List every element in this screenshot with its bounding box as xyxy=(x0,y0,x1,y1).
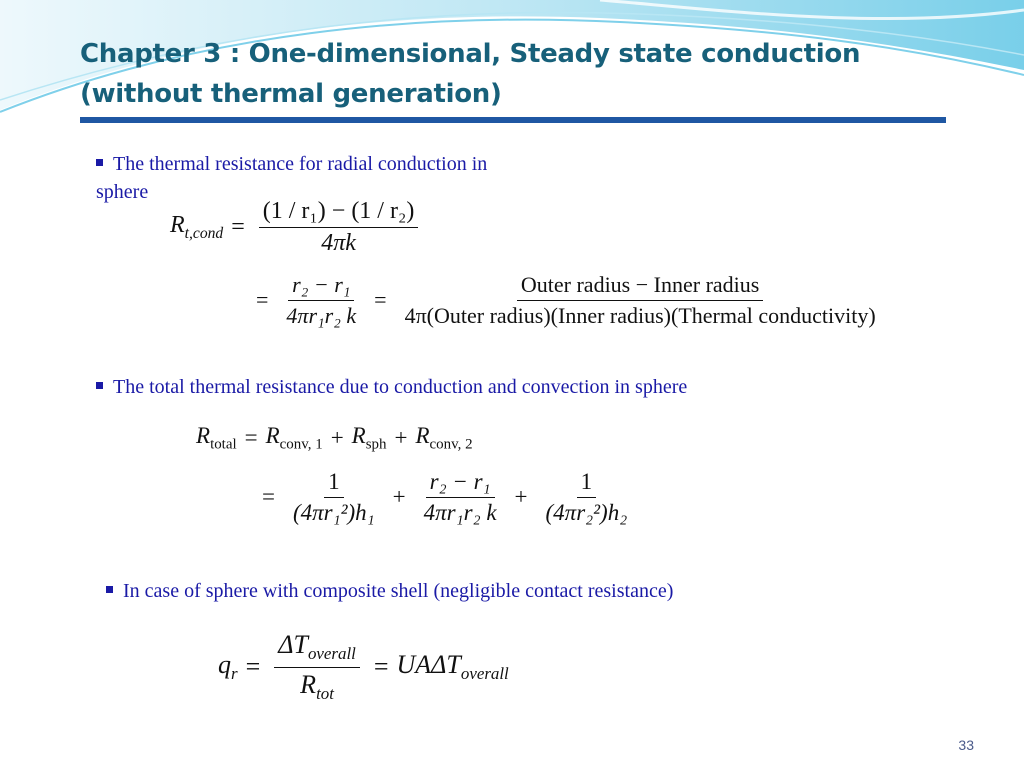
eq3-r-conv2: $R_{conv, 2}$ xyxy=(415,422,473,453)
eq1-lhs: $R_{t,cond}$ xyxy=(170,211,224,242)
eq2-denominator-1: 4πr₁r₂ k xyxy=(286,302,357,328)
eq4-lhs: $q_r$ xyxy=(218,649,238,684)
equation-r-total xyxy=(196,418,690,540)
page-number: 33 xyxy=(958,737,974,753)
eq3-line-2: = $\frac{1}{\text{(4πr₁²)h₁}}$ + $\frac{\text{r₂ − r₁}}{\text{4πr₁r₂ k}}$ + $\frac{1}{\text{(4πr₂²)h₂}}$ xyxy=(196,458,690,536)
eq1-numerator: (1 / r₁) − (1 / r₂) xyxy=(259,198,419,228)
equation-rt-cond: $R_{t,cond}$ = $\frac{\text{(1 / r₁) − (1 / r₂)}}{4\pi k}$ xyxy=(170,190,452,264)
eq3-r-conv1: $R_{conv, 1}$ xyxy=(265,422,323,453)
bullet-text-continued: sphere xyxy=(96,181,149,203)
bullet-total-resistance xyxy=(96,373,687,401)
equation-heat-rate: $q_r$ = $\frac{\Delta T_{overall}}{R_{tot}}$ = $UA\Delta T_{overall}$ xyxy=(188,621,576,713)
eq3-term-1: $\frac{1}{\text{(4πr₁²)h₁}}$ xyxy=(292,468,375,525)
bullet-text: The thermal resistance for radial conduction in xyxy=(113,153,488,175)
bullet-text: In case of sphere with composite shell (negligible contact resistance) xyxy=(123,580,674,602)
bullet-text: The total thermal resistance due to conduction and convection in sphere xyxy=(113,376,688,398)
equation-radius-form: = $\frac{\text{r₂ − r₁}}{\text{4πr₁r₂ k}}$ = $\frac{\text{Outer radius − Inner radius}}{\text{4π(Outer radius)(Inner radius)(Thermal conductivity)}}$ xyxy=(248,268,998,332)
eq4-fraction: $\frac{\Delta T_{overall}}{R_{tot}}$ xyxy=(274,630,360,703)
title-line-1: Chapter 3 : One-dimensional, Steady state conduction xyxy=(80,39,861,69)
eq2-numerator-2: Outer radius − Inner radius xyxy=(517,272,763,301)
eq3-lhs: $R_{total}$ xyxy=(196,422,237,453)
bullet-square-icon xyxy=(96,159,103,166)
title-line-2: (without thermal generation) xyxy=(80,79,502,109)
bullet-composite-shell xyxy=(106,577,673,605)
eq4-rhs: $UA\Delta T_{overall}$ xyxy=(396,649,509,684)
eq3-term-3: $\frac{1}{\text{(4πr₂²)h₂}}$ xyxy=(545,468,628,525)
eq2-fraction-words xyxy=(401,272,880,329)
eq2-numerator-1: r₂ − r₁ xyxy=(288,272,354,301)
eq1-fraction xyxy=(259,198,419,257)
eq2-denominator-2: 4π(Outer radius)(Inner radius)(Thermal conductivity) xyxy=(404,302,876,328)
title-underline xyxy=(80,117,946,123)
eq3-line-1: $R_{total}$ = $R_{conv, 1}$ + $R_{sph}$ + $R_{conv, 2}$ xyxy=(196,422,473,453)
slide-title xyxy=(80,34,940,114)
eq1-denominator: 4πk xyxy=(321,229,356,256)
eq3-r-sph: $R_{sph}$ xyxy=(351,422,387,453)
bullet-square-icon xyxy=(96,382,103,389)
eq3-term-2: $\frac{\text{r₂ − r₁}}{\text{4πr₁r₂ k}}$ xyxy=(423,468,497,525)
eq2-fraction-symbolic xyxy=(282,272,360,329)
bullet-square-icon xyxy=(106,586,113,593)
